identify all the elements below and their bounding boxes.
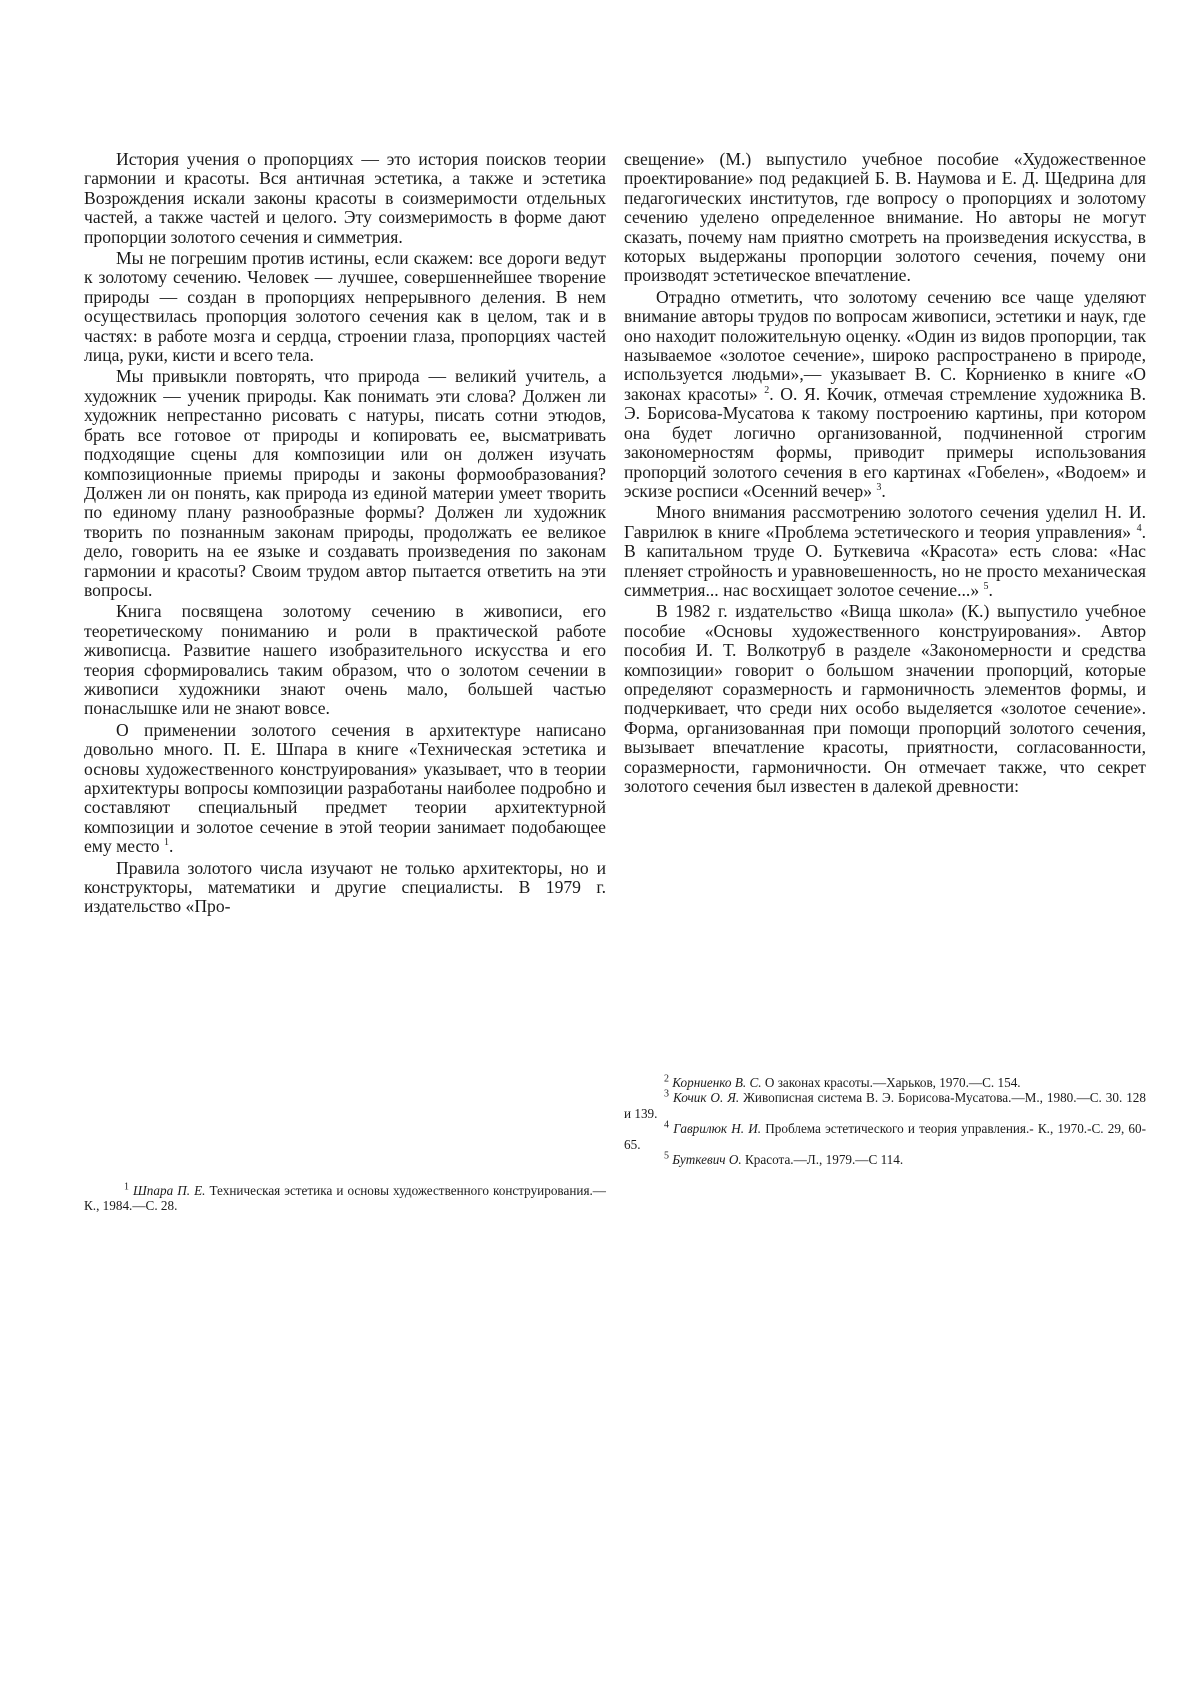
footnote-text: Красота.—Л., 1979.—С 114. (745, 1152, 904, 1168)
paragraph-text: Много внимания рассмотрению золотого сечения уделил Н. И. Гаврилюк в книге «Проблема эстетического и теория управления» (624, 502, 1146, 542)
footnote-author: Корниенко В. С. (672, 1075, 762, 1090)
footnote-author: Шпара П. Е. (133, 1183, 206, 1198)
footnotes-right (624, 1075, 1146, 1167)
footnote-text: Живописная система В. Э. Борисова-Мусатова.—М., 1980.—С. 30. 128 и 139. (624, 1090, 1146, 1121)
footnote-ref: 5 (983, 581, 989, 593)
paragraph-text: Отрадно отметить, что золотому сечению все чаще уделяют внимание авторы трудов по вопросам живописи, эстетики и наук, где оно находит положительную оценку. «Один из видов пропорции, так называемое «золотое сечение», широко распространено в природе, используется людьми»,— указывает В. С. Корниенко в книге «О законах красоты» (624, 286, 1146, 404)
footnote-ref: 3 (876, 482, 882, 494)
paragraph: Много внимания рассмотрению золотого сечения уделил Н. И. Гаврилюк в книге «Проблема эстетического и теория управления» $^4$. В капитальном труде О. Буткевича «Красота» есть слова: «Нас пленяет стройность и уравновешенность, но не просто механическая симметрия... нас восхищает золотое сечение...» $^5$. (624, 502, 1146, 600)
footnote-author: Гаврилюк Н. И. (673, 1121, 762, 1137)
footnote (84, 1183, 606, 1214)
footnote-number: 1 (124, 1181, 129, 1193)
paragraph-text: О применении золотого сечения в архитектуре написано довольно много. П. Е. Шпара в книге «Техническая эстетика и основы художественного конструирования» указывает, что в теории архитектуры вопросы композиции разработаны наиболее подробно и составляют специальный предмет теории архитектурной композиции и золотое сечение в этой теории занимает подобающее ему место (84, 719, 606, 857)
footnote (624, 1121, 1146, 1152)
paragraph: Книга посвящена золотому сечению в живописи, его теоретическому пониманию и роли в практической работе живописца. Развитие нашего изобразительного искусства и его теория сформировались таким образом, что о золотом сечении в живописи художники знают очень мало, большей частью понаслышке или не знают вовсе. (84, 601, 606, 719)
footnote-ref: 4 (1136, 522, 1142, 534)
paragraph: О применении золотого сечения в архитектуре написано довольно много. П. Е. Шпара в книге «Техническая эстетика и основы художественного конструирования» указывает, что в теории архитектуры вопросы композиции разработаны наиболее подробно и составляют специальный предмет теории архитектурной композиции и золотое сечение в этой теории занимает подобающее ему место $^1$. (84, 719, 606, 857)
paragraph-text: . В капитальном труде О. Буткевича «Красота» есть слова: «Нас пленяет стройность и уравновешенность, но не просто механическая симметрия... нас восхищает золотое сечение...» (624, 521, 1146, 600)
right-column (624, 150, 1146, 796)
footnote-author: Кочик О. Я. (672, 1090, 740, 1106)
footnote-number: 5 (664, 1150, 669, 1162)
footnote-text: Техническая эстетика и основы художественного конструирования.— К., 1984.—С. 28. (84, 1183, 606, 1214)
paragraph: Мы не погрешим против истины, если скажем: все дороги ведут к золотому сечению. Человек — лучшее, совершеннейшее творение природы — создан в пропорциях непрерывного деления. В нем осуществилась пропорция золотого сечения как в целом, так и в частях: в работе мозга и сердца, строении глаза, пропорциях частей лица, руки, кисти и всего тела. (84, 248, 606, 366)
footnote (624, 1090, 1146, 1121)
paragraph: Правила золотого числа изучают не только архитекторы, но и конструкторы, математики и другие специалисты. В 1979 г. издательство «Про- (84, 857, 606, 917)
paragraph: Отрадно отметить, что золотому сечению все чаще уделяют внимание авторы трудов по вопросам живописи, эстетики и наук, где оно находит положительную оценку. «Один из видов пропорции, так называемое «золотое сечение», широко распространено в природе, используется людьми»,— указывает В. С. Корниенко в книге «О законах красоты» $^2$. О. Я. Кочик, отмечая стремление художника В. Э. Борисова-Мусатова к такому построению картины, при котором она будет логично организованной, подчиненной строгим закономерностям формы, приводит примеры использования пропорций золотого сечения в его картинах «Гобелен», «Водоем» и эскизе росписи «Осенний вечер» $^3$. (624, 286, 1147, 501)
footnote-ref: 1 (164, 837, 169, 849)
left-column (84, 150, 606, 917)
paragraph: свещение» (М.) выпустило учебное пособие «Художественное проектирование» под редакцией Б. В. Наумова и Е. Д. Щедрина для педагогических институтов, где вопросу о пропорциях и золотому сечению уделено определенное внимание. Но авторы не могут сказать, почему нам приятно смотреть на произведения искусства, в которых выдержаны пропорции золотого сечения, почему они производят эстетическое впечатление. (624, 149, 1146, 286)
footnote (624, 1075, 1146, 1090)
footnotes-left (84, 1183, 606, 1214)
footnote-number: 4 (664, 1119, 669, 1131)
paragraph-text: . О. Я. Кочик, отмечая стремление художника В. Э. Борисова-Мусатова к такому построению картины, при котором она будет логично организованной, подчиненной строгим закономерностям формы, приводит примеры использования пропорций золотого сечения в его картинах «Гобелен», «Водоем» и эскизе росписи «Осенний вечер» (624, 383, 1147, 501)
footnote-author: Буткевич О. (672, 1152, 742, 1168)
footnote-ref: 2 (764, 385, 770, 397)
paragraph: В 1982 г. издательство «Вища школа» (К.) выпустило учебное пособие «Основы художественного конструирования». Автор пособия И. Т. Волкотруб в разделе «Закономерности и средства композиции» говорит о большом значении пропорций, которые определяют соразмерность и гармоничность элементов формы, и подчеркивает, что среди них особо выделяется «золотое сечение». Форма, организованная при помощи пропорций золотого сечения, вызывает впечатление красоты, приятности, согласованности, соразмерности, гармоничности. Он отмечает также, что секрет золотого сечения был известен в далекой древности: (624, 601, 1146, 796)
footnote (624, 1152, 1146, 1167)
footnote-number: 3 (664, 1089, 669, 1101)
paragraph: История учения о пропорциях — это история поисков теории гармонии и красоты. Вся античная эстетика, а также и эстетика Возрождения искали законы красоты в соизмеримости отдельных частей, а также частей и целого. Эту соизмеримость в форме дают пропорции золотого сечения и симметрия. (84, 149, 606, 247)
footnote-number: 2 (664, 1073, 669, 1085)
paragraph: Мы привыкли повторять, что природа — великий учитель, а художник — ученик природы. Как понимать эти слова? Должен ли художник непрестанно рисовать с натуры, писать сотни этюдов, брать все готовое от природы и копировать ее, высматривать подходящие сцены для композиции или он должен изучать композиционные приемы природы и законы формообразования? Должен ли он понять, как природа из единой материи умеет творить по единому плану разнообразные формы? Должен ли художник творить по познанным законам природы, продолжать ее великое дело, говорить на ее языке и создавать произведения по законам гармонии и красоты? Своим трудом автор пытается ответить на эти вопросы. (84, 366, 606, 600)
footnote-text: О законах красоты.—Харьков, 1970.—С. 154. (764, 1075, 1021, 1090)
footnote-text: Проблема эстетического и теория управления.- К., 1970.-С. 29, 60-65. (624, 1121, 1147, 1152)
